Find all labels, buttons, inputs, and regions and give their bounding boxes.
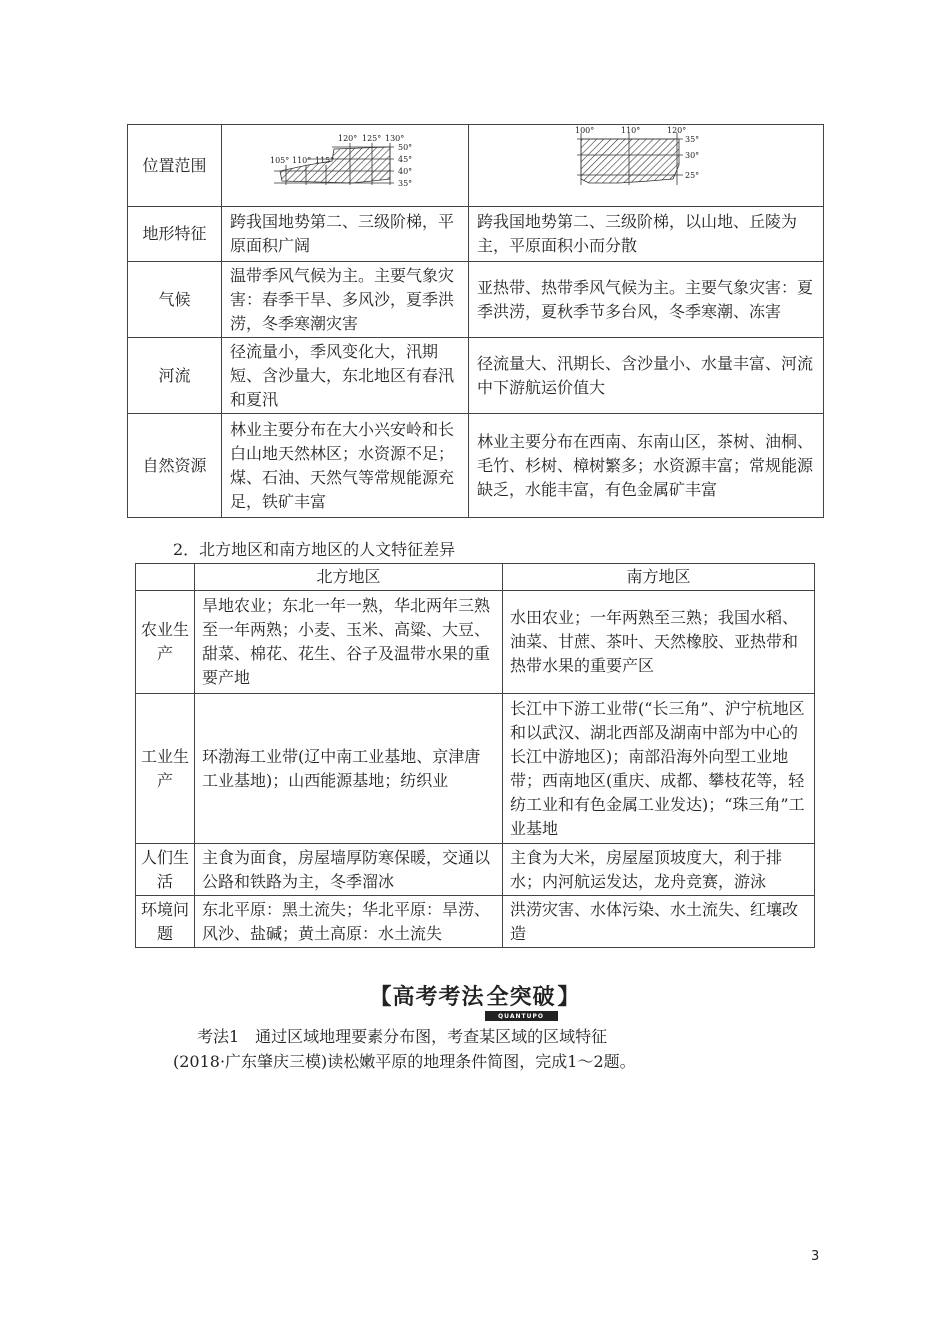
south-location-map [469,125,824,207]
lat-label: 35° [685,135,700,144]
north-map-figure [222,125,468,199]
north-cell: 跨我国地势第二、三级阶梯，平原面积广阔 [222,207,469,262]
lon-label: 105° [270,156,290,165]
banner-badge-text: 全突破 [486,985,556,1010]
south-cell: 林业主要分布在西南、东南山区，茶树、油桐、毛竹、杉树、樟树繁多；水资源丰富；常规能源缺乏，水能丰富，有色金属矿丰富 [469,414,824,518]
row-label: 地形特征 [128,207,222,262]
section-banner [0,980,950,1020]
lat-label: 30° [685,151,700,160]
south-cell: 径流量大、汛期长、含沙量小、水量丰富、河流中下游航运价值大 [469,338,824,414]
header-cell: 北方地区 [195,564,503,591]
north-cell: 东北平原：黑土流失；华北平原：旱涝、风沙、盐碱；黄土高原：水土流失 [195,896,503,948]
south-map-figure [469,125,811,199]
south-cell: 长江中下游工业带(“长三角”、沪宁杭地区和以武汉、湖北西部及湖南中部为中心的长江中游地区)；南部沿海外向型工业地带；西南地区(重庆、成都、攀枝花等，轻纺工业和有色金属工业发达)；“珠三角”工业基地 [503,694,815,844]
lon-label: 130° [385,134,405,143]
north-cell: 林业主要分布在大小兴安岭和长白山地天然林区；水资源不足；煤、石油、天然气等常规能源充足，铁矿丰富 [222,414,469,518]
banner-bracket: 】 [557,985,581,1010]
natural-features-table [127,124,824,518]
south-cell: 跨我国地势第二、三级阶梯，以山地、丘陵为主，平原面积小而分散 [469,207,824,262]
north-cell: 环渤海工业带(辽中南工业基地、京津唐工业基地)；山西能源基地；纺织业 [195,694,503,844]
lon-label: 110° [621,126,641,135]
question-intro: (2018·广东肇庆三模)读松嫩平原的地理条件简图，完成1～2题。 [173,1052,636,1071]
lat-label: 50° [398,143,413,152]
row-label: 人们生活 [136,844,195,896]
lon-label: 110° [292,156,312,165]
method-heading: 考法1 通过区域地理要素分布图，考查某区域的区域特征 [197,1027,608,1046]
banner-title: 高考考法 [392,985,485,1010]
north-cell: 温带季风气候为主。主要气象灾害：春季干旱、多风沙，夏季洪涝，冬季寒潮灾害 [222,262,469,338]
lat-label: 35° [398,179,413,188]
north-cell: 旱地农业；东北一年一熟，华北两年三熟至一年两熟；小麦、玉米、高粱、大豆、甜菜、棉花、花生、谷子及温带水果的重要产地 [195,591,503,694]
human-features-table [135,563,815,948]
lon-label: 115° [315,156,335,165]
row-label: 河流 [128,338,222,414]
north-cell: 主食为面食，房屋墙厚防寒保暖，交通以公路和铁路为主，冬季溜冰 [195,844,503,896]
row-label: 位置范围 [128,125,222,207]
banner-badge [485,980,558,1020]
row-label: 环境问题 [136,896,195,948]
row-label: 工业生产 [136,694,195,844]
section-heading: 2．北方地区和南方地区的人文特征差异 [173,540,456,559]
banner-bracket: 【 [369,985,393,1010]
lon-label: 120° [338,134,358,143]
row-label: 农业生产 [136,591,195,694]
banner-badge-sub: QUANTUPO [485,1013,558,1021]
lon-label: 100° [575,126,595,135]
row-label: 自然资源 [128,414,222,518]
south-cell: 水田农业；一年两熟至三熟；我国水稻、油菜、甘蔗、茶叶、天然橡胶、亚热带和热带水果的重要产区 [503,591,815,694]
lon-label: 125° [362,134,382,143]
lat-label: 40° [398,167,413,176]
header-cell: 南方地区 [503,564,815,591]
south-cell: 亚热带、热带季风气候为主。主要气象灾害：夏季洪涝，夏秋季节多台风，冬季寒潮、冻害 [469,262,824,338]
row-label: 气候 [128,262,222,338]
north-cell: 径流量小，季风变化大，汛期短、含沙量大，东北地区有春汛和夏汛 [222,338,469,414]
north-location-map [222,125,469,207]
lat-label: 45° [398,155,413,164]
south-cell: 主食为大米，房屋屋顶坡度大，利于排水；内河航运发达，龙舟竞赛，游泳 [503,844,815,896]
lat-label: 25° [685,171,700,180]
lon-label: 120° [667,126,687,135]
header-cell [136,564,195,591]
page-number: 3 [811,1249,820,1264]
south-cell: 洪涝灾害、水体污染、水土流失、红壤改造 [503,896,815,948]
